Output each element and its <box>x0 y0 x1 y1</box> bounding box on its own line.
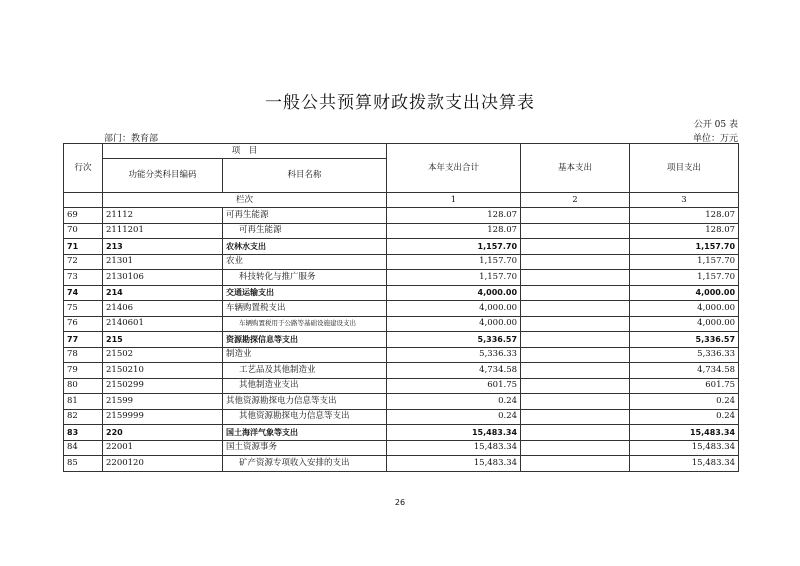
code-cell: 213 <box>103 239 223 255</box>
basic-cell <box>521 394 630 410</box>
row-number-cell: 70 <box>64 223 103 239</box>
name-cell: 矿产资源专项收入安排的支出 <box>223 456 387 472</box>
project-cell: 601.75 <box>630 378 739 394</box>
code-cell: 220 <box>103 425 223 441</box>
name-cell: 其他资源勘探电力信息等支出 <box>223 409 387 425</box>
name-cell: 可再生能源 <box>223 223 387 239</box>
basic-cell <box>521 456 630 472</box>
basic-cell <box>521 254 630 270</box>
project-cell: 0.24 <box>630 409 739 425</box>
header-column-order: 栏次 <box>103 193 387 208</box>
code-cell: 22001 <box>103 440 223 456</box>
table-row <box>64 363 739 379</box>
name-cell: 国土资源事务 <box>223 440 387 456</box>
basic-cell <box>521 223 630 239</box>
total-cell: 1,157.70 <box>387 254 521 270</box>
total-cell: 4,000.00 <box>387 301 521 317</box>
basic-cell <box>521 285 630 301</box>
table-row <box>64 332 739 348</box>
table-row <box>64 254 739 270</box>
total-cell: 128.07 <box>387 208 521 224</box>
department-label: 部门：教育部 <box>104 134 159 144</box>
project-cell: 1,157.70 <box>630 239 739 255</box>
table-row <box>64 270 739 286</box>
table-row <box>64 316 739 332</box>
code-cell: 2150210 <box>103 363 223 379</box>
name-cell: 交通运输支出 <box>223 285 387 301</box>
total-cell: 0.24 <box>387 409 521 425</box>
total-cell: 128.07 <box>387 223 521 239</box>
project-cell: 128.07 <box>630 208 739 224</box>
header-project: 项 目 <box>103 144 387 159</box>
code-cell: 21406 <box>103 301 223 317</box>
table-row <box>64 456 739 472</box>
table-row <box>64 239 739 255</box>
header-code: 功能分类科目编码 <box>103 159 223 193</box>
name-cell: 其他资源勘探电力信息等支出 <box>223 394 387 410</box>
row-number-cell: 82 <box>64 409 103 425</box>
basic-cell <box>521 316 630 332</box>
header-total: 本年支出合计 <box>387 144 521 193</box>
code-cell: 2140601 <box>103 316 223 332</box>
project-cell: 15,483.34 <box>630 440 739 456</box>
project-cell: 5,336.57 <box>630 332 739 348</box>
project-cell: 128.07 <box>630 223 739 239</box>
code-cell: 21502 <box>103 347 223 363</box>
name-cell: 制造业 <box>223 347 387 363</box>
name-cell: 国土海洋气象等支出 <box>223 425 387 441</box>
row-number-cell: 69 <box>64 208 103 224</box>
row-number-cell: 78 <box>64 347 103 363</box>
project-cell: 4,734.58 <box>630 363 739 379</box>
name-cell: 可再生能源 <box>223 208 387 224</box>
basic-cell <box>521 425 630 441</box>
total-cell: 1,157.70 <box>387 239 521 255</box>
page-number: 26 <box>394 498 406 507</box>
table-row <box>64 285 739 301</box>
total-cell: 1,157.70 <box>387 270 521 286</box>
row-number-cell: 71 <box>64 239 103 255</box>
code-cell: 2159999 <box>103 409 223 425</box>
project-cell: 1,157.70 <box>630 270 739 286</box>
name-cell: 车辆购置税用于公路等基础设施建设支出 <box>223 316 387 332</box>
total-cell: 4,000.00 <box>387 285 521 301</box>
basic-cell <box>521 347 630 363</box>
table-row <box>64 425 739 441</box>
name-cell: 资源勘探信息等支出 <box>223 332 387 348</box>
basic-cell <box>521 239 630 255</box>
total-cell: 0.24 <box>387 394 521 410</box>
row-number-cell: 81 <box>64 394 103 410</box>
code-cell: 21599 <box>103 394 223 410</box>
form-number: 公开 05 表 <box>693 120 738 130</box>
basic-cell <box>521 363 630 379</box>
project-cell: 5,336.33 <box>630 347 739 363</box>
header-basic: 基本支出 <box>521 144 630 193</box>
name-cell: 其他制造业支出 <box>223 378 387 394</box>
project-cell: 15,483.34 <box>630 456 739 472</box>
name-cell: 科技转化与推广服务 <box>223 270 387 286</box>
row-number-cell: 84 <box>64 440 103 456</box>
total-cell: 4,734.58 <box>387 363 521 379</box>
header-row-no: 行次 <box>64 144 103 193</box>
project-cell: 4,000.00 <box>630 316 739 332</box>
table-row <box>64 440 739 456</box>
header-name: 科目名称 <box>223 159 387 193</box>
table-row <box>64 378 739 394</box>
total-cell: 4,000.00 <box>387 316 521 332</box>
basic-cell <box>521 440 630 456</box>
table-row <box>64 301 739 317</box>
total-cell: 15,483.34 <box>387 456 521 472</box>
header-col1: 1 <box>387 193 521 208</box>
table-row <box>64 347 739 363</box>
basic-cell <box>521 208 630 224</box>
header-col2: 2 <box>521 193 630 208</box>
basic-cell <box>521 332 630 348</box>
row-number-cell: 83 <box>64 425 103 441</box>
header-col3: 3 <box>630 193 739 208</box>
table-row <box>64 223 739 239</box>
header-project-expenditure: 项目支出 <box>630 144 739 193</box>
row-number-cell: 75 <box>64 301 103 317</box>
total-cell: 15,483.34 <box>387 425 521 441</box>
row-number-cell: 73 <box>64 270 103 286</box>
unit-label: 单位：万元 <box>692 134 738 144</box>
project-cell: 4,000.00 <box>630 301 739 317</box>
name-cell: 车辆购置税支出 <box>223 301 387 317</box>
project-cell: 0.24 <box>630 394 739 410</box>
header-blank <box>64 193 103 208</box>
code-cell: 21112 <box>103 208 223 224</box>
code-cell: 214 <box>103 285 223 301</box>
code-cell: 215 <box>103 332 223 348</box>
row-number-cell: 80 <box>64 378 103 394</box>
basic-cell <box>521 378 630 394</box>
basic-cell <box>521 270 630 286</box>
page-title: 一般公共预算财政拨款支出决算表 <box>265 93 535 113</box>
project-cell: 1,157.70 <box>630 254 739 270</box>
basic-cell <box>521 409 630 425</box>
total-cell: 601.75 <box>387 378 521 394</box>
project-cell: 4,000.00 <box>630 285 739 301</box>
code-cell: 21301 <box>103 254 223 270</box>
row-number-cell: 76 <box>64 316 103 332</box>
total-cell: 5,336.33 <box>387 347 521 363</box>
basic-cell <box>521 301 630 317</box>
total-cell: 15,483.34 <box>387 440 521 456</box>
code-cell: 2200120 <box>103 456 223 472</box>
table-row <box>64 208 739 224</box>
code-cell: 2150299 <box>103 378 223 394</box>
name-cell: 农林水支出 <box>223 239 387 255</box>
row-number-cell: 79 <box>64 363 103 379</box>
expenditure-table <box>63 143 739 472</box>
total-cell: 5,336.57 <box>387 332 521 348</box>
project-cell: 15,483.34 <box>630 425 739 441</box>
table-row <box>64 394 739 410</box>
table-row <box>64 409 739 425</box>
row-number-cell: 74 <box>64 285 103 301</box>
row-number-cell: 85 <box>64 456 103 472</box>
name-cell: 农业 <box>223 254 387 270</box>
code-cell: 2111201 <box>103 223 223 239</box>
name-cell: 工艺品及其他制造业 <box>223 363 387 379</box>
code-cell: 2130106 <box>103 270 223 286</box>
row-number-cell: 77 <box>64 332 103 348</box>
row-number-cell: 72 <box>64 254 103 270</box>
